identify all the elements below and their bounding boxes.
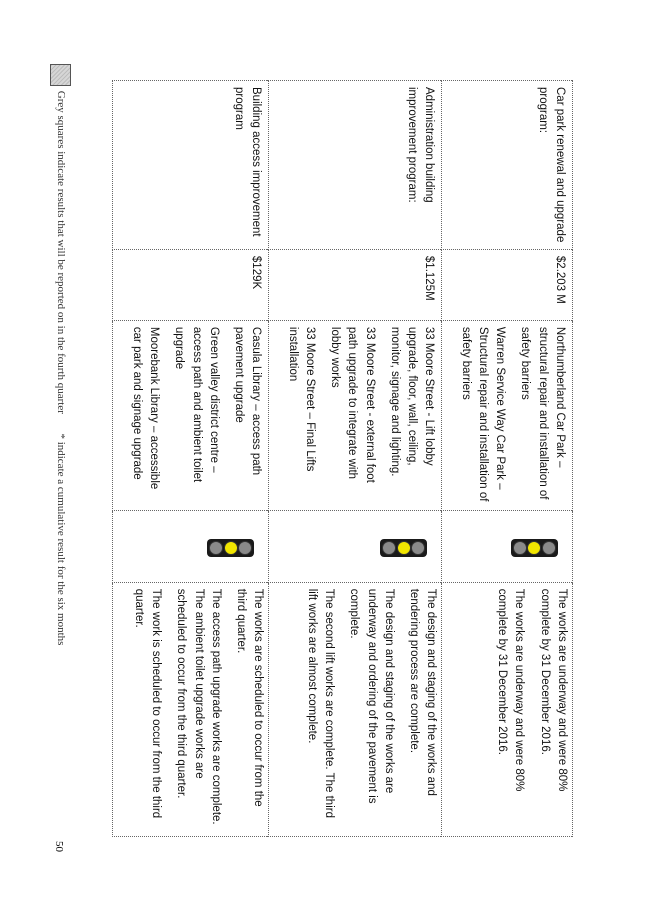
works-cell [113, 320, 269, 510]
budget-cell [113, 249, 269, 320]
work-item: 33 Moore Street - Lift lobby upgrade, floor, wall, ceiling, monitor, signage and lighting. [389, 326, 436, 477]
traffic-light-icon [381, 539, 428, 557]
off-lamp [513, 541, 527, 555]
budget-value: $2.203 M [554, 255, 566, 304]
legend [50, 64, 71, 645]
works-cell [269, 320, 442, 510]
amber-lamp [397, 541, 411, 555]
program-table [113, 80, 574, 837]
comments-cell [113, 582, 269, 836]
comment: The second lift works are complete. The third lift works are almost complete. [306, 588, 336, 818]
amber-lamp [528, 541, 542, 555]
program-cell [269, 81, 442, 250]
comment: The access path upgrade works are complete. The ambient toilet upgrade works are scheduled to occur from the third quarter. [175, 588, 222, 825]
table-row [442, 81, 573, 837]
budget-cell [442, 249, 573, 320]
status-cell [442, 511, 573, 582]
comments-cell [269, 582, 442, 836]
budget-cell [269, 249, 442, 320]
comment: The work is scheduled to occur from the third quarter. [133, 588, 163, 819]
work-item: 33 Moore Street - external foot path upgrade to integrate with lobby works [329, 326, 376, 483]
work-item: 33 Moore Street – Final Lifts installation [286, 326, 316, 472]
page-number: 50 [53, 841, 65, 852]
program-cell [442, 81, 573, 250]
table-row [113, 81, 269, 837]
comment: The works are scheduled to occur from the third quarter. [235, 588, 265, 807]
work-item: Green valley district centre – access path and ambient toilet upgrade [173, 326, 220, 483]
comments-cell [442, 582, 573, 836]
work-item: Warren Service Way Car Park – Structural repair and installation of safety barriers [459, 326, 507, 502]
legend-grey-text: Grey squares indicate results that will be reported on in the fourth quarter [54, 90, 67, 414]
program-cell [113, 81, 269, 250]
comment: The design and staging of the works and tendering process are complete. [408, 588, 438, 796]
status-cell [269, 511, 442, 582]
program-name: Administration building improvement program: [406, 87, 436, 203]
amber-lamp [224, 541, 238, 555]
off-lamp [412, 541, 426, 555]
off-lamp [383, 541, 397, 555]
work-item: Northumberland Car Park – structural repair and installation of safety barriers [519, 326, 566, 500]
budget-value: $1.125M [423, 255, 436, 301]
status-cell [113, 511, 269, 582]
program-name: Car park renewal and upgrade program: [536, 87, 566, 243]
off-lamp [239, 541, 253, 555]
work-item: Moorebank Library – accessible car park and signage upgrade [131, 326, 161, 490]
program-name: Building access improvement program [233, 87, 263, 237]
traffic-light-icon [208, 539, 255, 557]
off-lamp [542, 541, 556, 555]
comment: The works are underway and were 80% complete by 31 December 2016. [496, 588, 526, 792]
work-item: Casula Library – access path pavement upgrade [233, 326, 263, 476]
table-row [269, 81, 442, 837]
grey-square-swatch [50, 64, 71, 86]
budget-value: $129K [250, 255, 263, 290]
comment: The design and staging of the works are underway and ordering of the pavement is complete. [348, 588, 395, 804]
traffic-light-icon [511, 539, 558, 557]
works-cell [442, 320, 573, 510]
comment: The works are underway and were 80% complete by 31 December 2016. [538, 588, 568, 792]
legend-star-text: * indicate a cumulative result for the six months [54, 433, 67, 646]
off-lamp [210, 541, 224, 555]
